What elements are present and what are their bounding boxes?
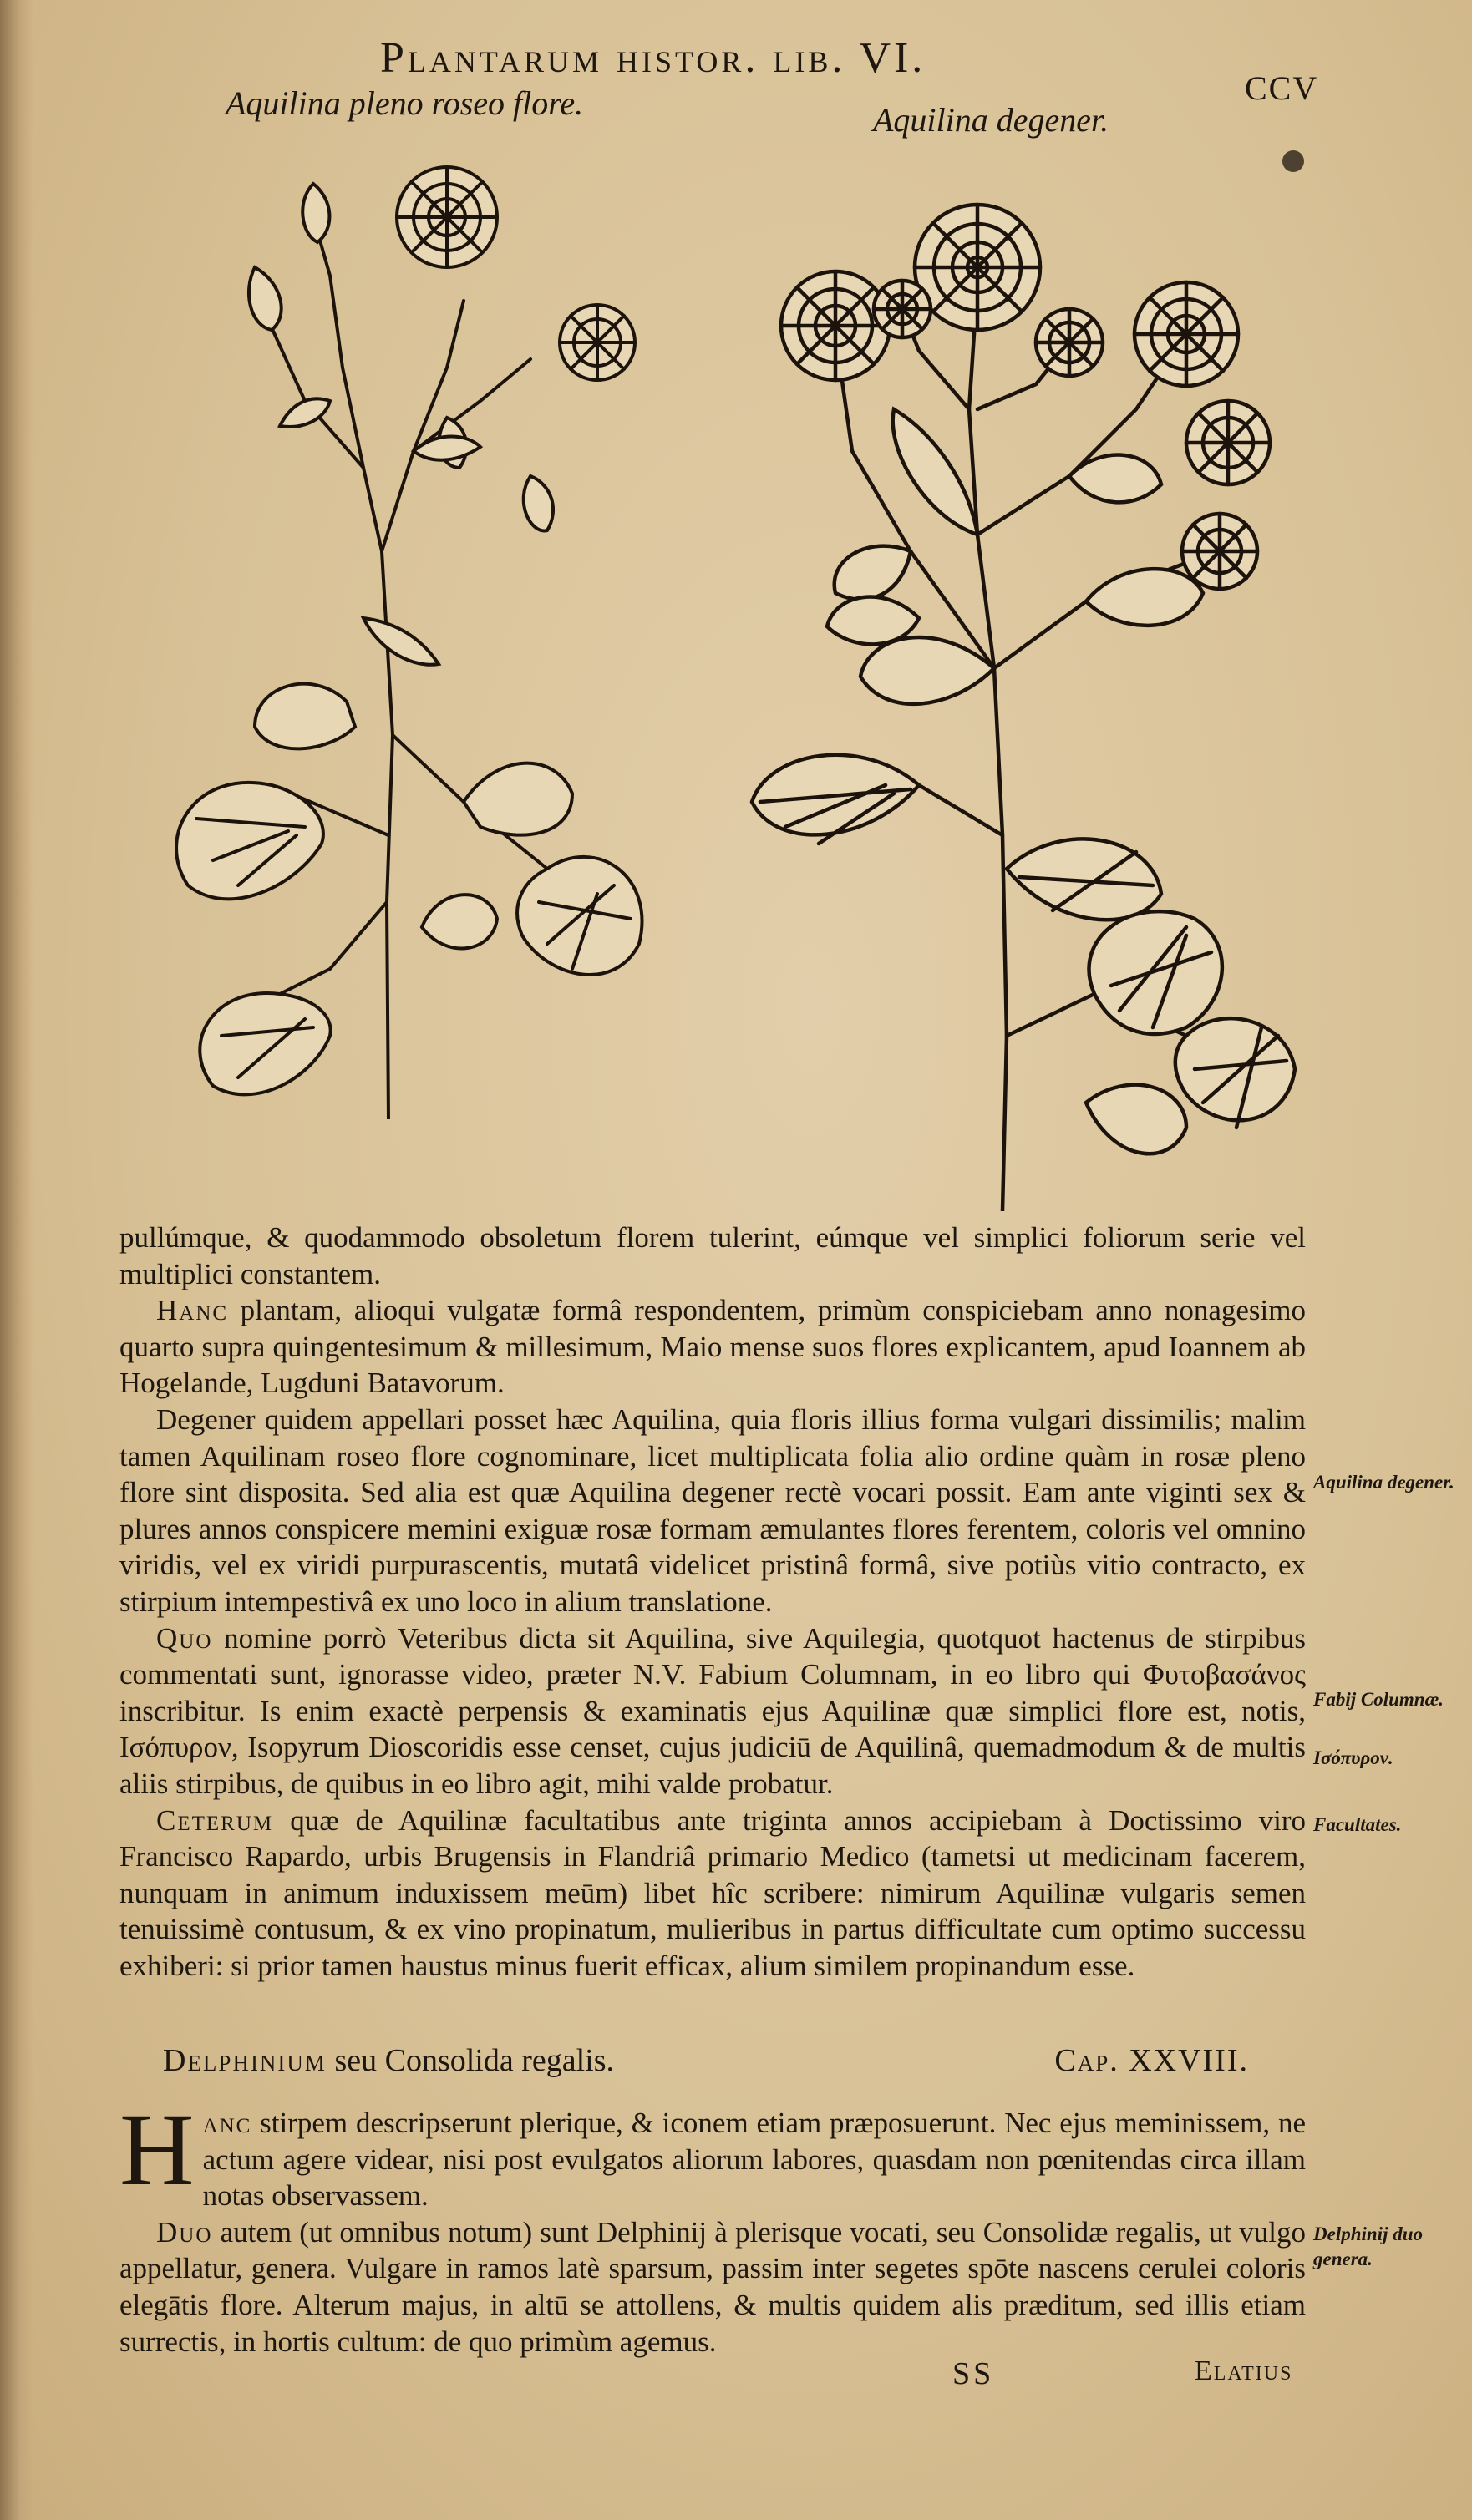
paragraph-hanc xyxy=(119,1292,1306,1402)
drop-capital: H xyxy=(119,2092,195,2207)
paragraph-lead: Ceterum xyxy=(156,1803,274,1837)
paragraph-continuation: pullúmque, & quodammodo obsoletum florem tulerint, eúmque vel simplici foliorum serie vel multiplici constantem. xyxy=(119,1221,1306,1290)
margin-note-fabius: Fabij Columnæ. xyxy=(1313,1689,1444,1710)
paragraph-duo xyxy=(119,2214,1306,2360)
paragraph-lead: anc xyxy=(202,2107,252,2139)
main-text xyxy=(119,1219,1306,1984)
figure-caption-left: Aquilina pleno roseo flore. xyxy=(226,84,584,122)
margin-note-delphinium: Delphinij duo genera. xyxy=(1313,2223,1424,2269)
catchword: Elatius xyxy=(1195,2355,1293,2386)
folio-number: CCV xyxy=(1245,69,1319,107)
woodcut-aquilina-degener xyxy=(718,200,1303,1211)
paragraph-lead: Quo xyxy=(156,1621,213,1655)
margin-note-isopyrum: Ισόπυρον. xyxy=(1313,1747,1393,1768)
margin-note-degener: Aquilina degener. xyxy=(1313,1472,1454,1493)
signature-mark: SS xyxy=(952,2356,995,2391)
chapter-heading xyxy=(163,2042,1249,2079)
woodcut-aquilina-roseo-flore xyxy=(163,150,664,1119)
paragraph-ceterum xyxy=(119,1803,1306,1985)
paragraph-quo xyxy=(119,1620,1306,1803)
paragraph-text: autem (ut omnibus notum) sunt Delphinij à plerisque vocati, seu Consolidæ regalis, ut vulgo appellatur, genera. Vulgare in ramos latè sparsum, passim inter segetes spōte nascens cerulei coloris elegātis flore. Alterum majus, in altū se attollens, & multis quidem alis præditum, sed illis etiam surrectis, in hortis cultum: de quo primùm agemus. xyxy=(119,2215,1306,2358)
page-gutter-shadow xyxy=(0,0,33,2520)
margin-note-facultates: Facultates. xyxy=(1313,1814,1402,1835)
chapter-title-text: seu Consolida regalis. xyxy=(326,2043,614,2078)
paragraph-text: quæ de Aquilinæ facultatibus ante triginta annos accipiebam à Doctissimo viro Francisco Rapardo, urbis Brugensis in Flandriâ primario Medico (tametsi ut medicinam facerem, nunquam in animum induxissem meūm) libet hîc scribere: nimirum Aquilinæ vulgaris semen tenuissimè contusum, & ex vino propinatum, mulieribus in partus difficultate cum optimo successu exhiberi: si prior tamen haustus minus fuerit efficax, alium similem propinandum esse. xyxy=(119,1803,1306,1982)
chapter-title xyxy=(163,2042,614,2079)
running-title: Plantarum histor. lib. VI. xyxy=(380,34,926,82)
paragraph-lead: Duo xyxy=(156,2215,213,2249)
paragraph-degener: Degener quidem appellari posset hæc Aquilina, quia floris illius forma vulgari dissimilis; malim tamen Aquilinam roseo flore cognominare, licet multiplicata folia alio ordine quàm in rosæ pleno flore sint disposita. Sed alia est quæ Aquilina degener rectè vocari possit. Eam ante viginti sex & plures annos conspicere memini exiguæ rosæ formam æmulantes flores ferentem, coloris vel omnino viridis, vel ex viridi purpurascentis, mutatâ videlicet pristinâ formâ, sive potiùs vitio contracto, ex stirpium intempestivâ ex uno loco in alium translatione. xyxy=(119,1402,1306,1618)
figure-caption-right: Aquilina degener. xyxy=(873,101,1109,139)
paragraph-lead: Hanc xyxy=(156,1294,229,1327)
paragraph-text: stirpem descripserunt plerique, & iconem etiam præposuerunt. Nec ejus meminissem, ne actum agere videar, nisi post evulgatos aliorum labores, quasdam non pœnitendas circa illam notas observassem. xyxy=(202,2107,1306,2213)
paragraph-text: plantam, alioqui vulgatæ formâ respondentem, primùm conspiciebam anno nonagesimo quarto supra quingentesimum & millesimum, Maio mense suos flores explicantem, apud Ioannem ab Hogelande, Lugduni Batavorum. xyxy=(119,1294,1306,1400)
chapter-text xyxy=(119,2092,1306,2360)
chapter-title-lead: Delphinium xyxy=(163,2043,327,2078)
paragraph-text: nomine porrò Veteribus dicta sit Aquilina, sive Aquilegia, quotquot hactenus de stirpibus commentati sunt, ignorasse video, præter N.V. Fabium Columnam, in eo libro qui Φυτοβασάνος inscribitur. Is enim exactè perpensis & examinatis ejus Aquilinæ quæ simplici flore est, notis, Ισόπυρον, Isopyrum Dioscoridis esse censet, cujus judiciū de Aquilinâ, quemadmodum & de multis aliis stirpibus, de quibus in eo libro agit, mihi valde probatur. xyxy=(119,1621,1306,1800)
paragraph-hanc-stirpem xyxy=(119,2092,1306,2214)
chapter-number: Cap. XXVIII. xyxy=(1054,2043,1249,2078)
ink-blot xyxy=(1282,150,1304,172)
